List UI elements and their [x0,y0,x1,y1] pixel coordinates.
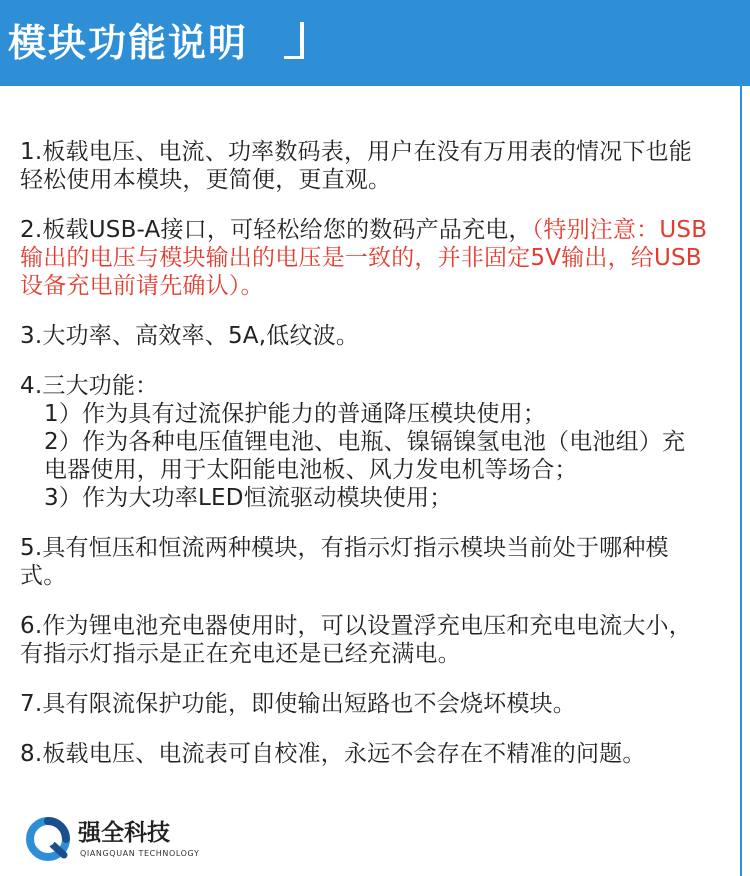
header-band [0,0,750,86]
feature-list [20,138,708,790]
feature-item-2-text: 2.板载USB-A接口，可轻松给您的数码产品充电， [20,217,532,243]
q-logo-icon [26,817,70,861]
feature-item-2-warning: （特别注意：USB输出的电压与模块输出的电压是一致的，并非固定5V输出，给USB设备充电前请先确认）。 [20,217,708,299]
feature-item-5: 5.具有恒压和恒流两种模块，有指示灯指示模块当前处于哪种模式。 [20,535,669,589]
brand-name-cn: 强全科技 [78,820,170,846]
page-title: 模块功能说明 [8,21,249,65]
feature-item-4-sub-3: 3）作为大功率LED恒流驱动模块使用； [44,485,453,511]
feature-item-1: 1.板载电压、电流、功率数码表，用户在没有万用表的情况下也能轻松使用本模块，更简便，更直观。 [20,139,692,193]
feature-item-3: 3.大功率、高效率、5A,低纹波。 [20,323,360,349]
feature-item-4 [20,372,708,512]
feature-item-6: 6.作为锂电池充电器使用时，可以设置浮充电压和充电电流大小，有指示灯指示是正在充电还是已经充满电。 [20,613,692,667]
feature-item-8: 8.板载电压、电流表可自校准，永远不会存在不精准的问题。 [20,741,646,767]
feature-item-4-sub-2: 2）作为各种电压值锂电池、电瓶、镍镉镍氢电池（电池组）充电器使用，用于太阳能电池板、风力发电机等场合； [44,429,686,483]
header-accent-mark [300,22,304,56]
feature-item-4-sub-1: 1）作为具有过流保护能力的普通降压模块使用； [44,401,547,427]
brand-logo [26,815,246,867]
feature-item-7: 7.具有限流保护功能，即使输出短路也不会烧坏模块。 [20,691,576,717]
feature-item-2 [20,216,708,300]
header-accent-underline [284,56,304,59]
feature-item-4-title: 4.三大功能： [20,373,159,399]
brand-name-en: QIANGQUAN TECHNOLOGY [80,849,200,858]
right-border-line [740,86,742,876]
